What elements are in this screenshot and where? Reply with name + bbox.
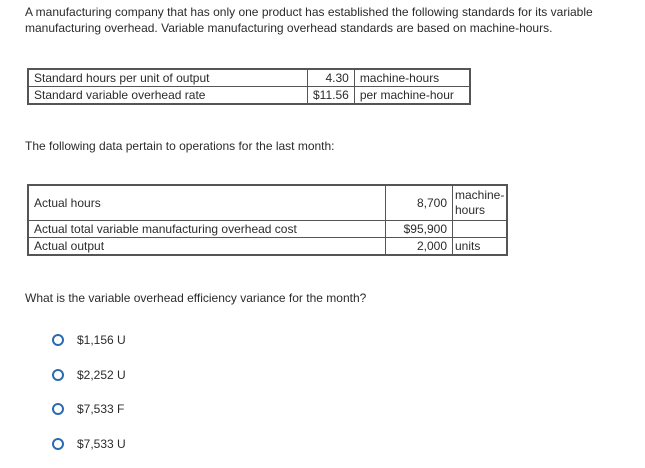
problem-intro [25, 4, 635, 36]
actual-label: Actual output [28, 238, 386, 256]
actual-value: 2,000 [386, 238, 453, 256]
question-text: What is the variable overhead efficiency variance for the month? [25, 291, 367, 305]
standards-value: $11.56 [308, 87, 355, 105]
actual-row [28, 221, 507, 238]
answer-option-label[interactable]: $1,156 U [77, 333, 126, 347]
standards-label: Standard hours per unit of output [28, 69, 308, 87]
actual-data-table [27, 184, 508, 256]
pertain-text: The following data pertain to operations for the last month: [25, 139, 335, 153]
answer-option[interactable] [52, 434, 126, 454]
radio-button-icon[interactable] [52, 334, 64, 346]
radio-button-icon[interactable] [52, 369, 64, 381]
radio-button-icon[interactable] [52, 403, 64, 415]
answer-options [52, 330, 126, 468]
actual-row [28, 238, 507, 256]
standards-label: Standard variable overhead rate [28, 87, 308, 105]
standards-row [28, 87, 470, 105]
answer-option-label[interactable]: $2,252 U [77, 367, 126, 382]
standards-unit: per machine-hour [354, 87, 470, 105]
answer-option-label[interactable]: $7,533 U [77, 436, 126, 451]
actual-unit: units [453, 238, 508, 256]
actual-unit [453, 221, 508, 238]
answer-option[interactable] [52, 399, 126, 419]
standards-table [27, 68, 471, 105]
intro-line-2: manufacturing overhead. Variable manufacturing overhead standards are based on machine-hours. [25, 21, 553, 35]
actual-label: Actual hours [28, 185, 386, 221]
answer-option[interactable] [52, 365, 126, 385]
actual-label: Actual total variable manufacturing overhead cost [28, 221, 386, 238]
intro-line-1: A manufacturing company that has only one product has established the following standards for its variable [25, 5, 593, 19]
actual-value: $95,900 [386, 221, 453, 238]
actual-unit: machine-hours [453, 185, 508, 221]
standards-unit: machine-hours [354, 69, 470, 87]
actual-row [28, 185, 507, 221]
standards-value: 4.30 [308, 69, 355, 87]
standards-row [28, 69, 470, 87]
radio-button-icon[interactable] [52, 438, 64, 450]
answer-option-label[interactable]: $7,533 F [77, 402, 125, 416]
answer-option[interactable] [52, 330, 126, 350]
actual-value: 8,700 [386, 185, 453, 221]
